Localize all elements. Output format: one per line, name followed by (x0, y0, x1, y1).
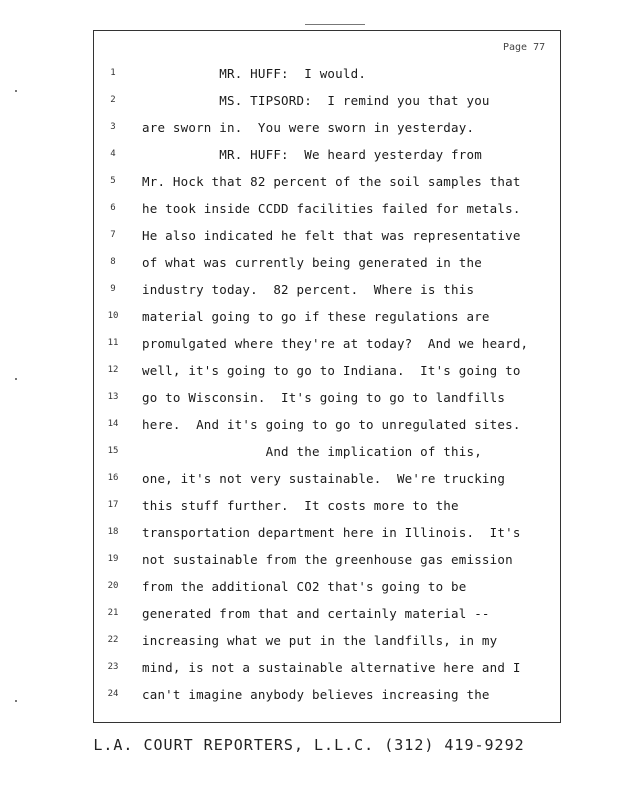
transcript-line-text: mind, is not a sustainable alternative here and I (142, 660, 521, 675)
scan-mark (15, 90, 17, 92)
transcript-line-text: can't imagine anybody believes increasing the (142, 687, 490, 702)
transcript-line-text: from the additional CO2 that's going to be (142, 579, 467, 594)
transcript-line-text: industry today. 82 percent. Where is this (142, 282, 475, 297)
scan-mark (15, 700, 17, 702)
transcript-line-text: well, it's going to go to Indiana. It's going to (142, 363, 521, 378)
transcript-line-text: He also indicated he felt that was representative (142, 228, 521, 243)
scan-mark (15, 378, 17, 380)
transcript-line-text: of what was currently being generated in the (142, 255, 482, 270)
line-number: 14 (107, 419, 119, 429)
transcript-line-text: go to Wisconsin. It's going to go to landfills (142, 390, 506, 405)
line-number: 2 (110, 95, 116, 105)
line-number: 17 (107, 500, 119, 510)
transcript-line-text: MR. HUFF: I would. (142, 66, 367, 81)
transcript-line-text: are sworn in. You were sworn in yesterday. (142, 120, 475, 135)
line-number: 6 (110, 203, 116, 213)
line-number: 18 (107, 527, 119, 537)
transcript-line-text: MR. HUFF: We heard yesterday from (142, 147, 482, 162)
line-number: 3 (110, 122, 116, 132)
line-number: 5 (110, 176, 116, 186)
transcript-line-text: this stuff further. It costs more to the (142, 498, 459, 513)
transcript-line-text: promulgated where they're at today? And we heard, (142, 336, 529, 351)
reporter-footer: L.A. COURT REPORTERS, L.L.C. (312) 419-9292 (93, 736, 525, 754)
line-number: 19 (107, 554, 119, 564)
transcript-line-text: transportation department here in Illinois. It's (142, 525, 521, 540)
line-number: 24 (107, 689, 119, 699)
transcript-line-text: material going to go if these regulations are (142, 309, 490, 324)
transcript-line-text: generated from that and certainly material -- (142, 606, 490, 621)
transcript-line-text: MS. TIPSORD: I remind you that you (142, 93, 490, 108)
line-number: 8 (110, 257, 116, 267)
page-number-label: Page 77 (503, 42, 546, 53)
line-number: 20 (107, 581, 119, 591)
line-number: 16 (107, 473, 119, 483)
line-number: 13 (107, 392, 119, 402)
line-number: 12 (107, 365, 119, 375)
line-number: 1 (110, 68, 116, 78)
transcript-line-text: here. And it's going to go to unregulated sites. (142, 417, 521, 432)
line-number: 15 (107, 446, 119, 456)
line-number: 22 (107, 635, 119, 645)
line-number: 9 (110, 284, 116, 294)
transcript-line-text: not sustainable from the greenhouse gas emission (142, 552, 513, 567)
scan-mark (305, 24, 365, 25)
line-number: 23 (107, 662, 119, 672)
transcript-line-text: And the implication of this, (142, 444, 482, 459)
line-number: 21 (107, 608, 119, 618)
line-number: 10 (107, 311, 119, 321)
line-number: 7 (110, 230, 116, 240)
line-number: 4 (110, 149, 116, 159)
transcript-line-text: Mr. Hock that 82 percent of the soil samples that (142, 174, 521, 189)
transcript-line-text: he took inside CCDD facilities failed for metals. (142, 201, 521, 216)
transcript-line-text: increasing what we put in the landfills, in my (142, 633, 498, 648)
line-number: 11 (107, 338, 119, 348)
transcript-line-text: one, it's not very sustainable. We're trucking (142, 471, 506, 486)
